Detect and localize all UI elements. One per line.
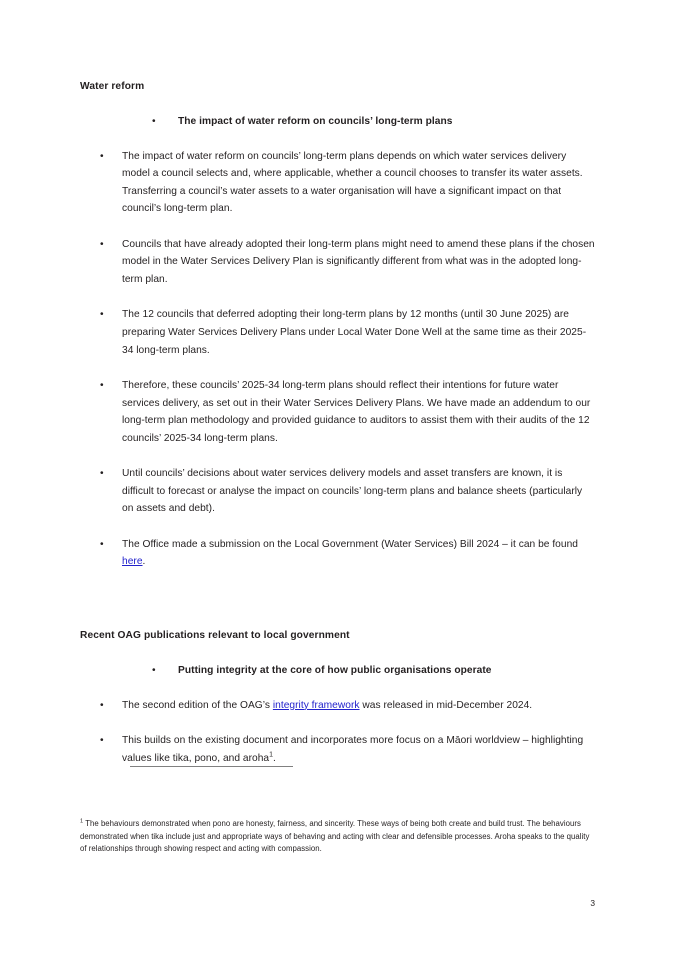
list-item-text: Therefore, these councils’ 2025-34 long-term plans should reflect their intentions for future water services delivery, as set out in their Water Services Delivery Plans. We have made an addendum to our long-term plan methodology and provided guidance to auditors to assist them with their audits of the 12 councils’ 2025-34 long-term plans. [122, 380, 591, 444]
list-item-integrity-framework [80, 697, 596, 715]
list-item [80, 148, 596, 218]
bullet-glyph-icon: • [100, 309, 104, 321]
sub-heading-text: Putting integrity at the core of how public organisations operate [178, 664, 492, 676]
bullet-glyph-icon: • [152, 115, 156, 127]
list-item [80, 377, 596, 447]
section-heading-recent-oag-publications: Recent OAG publications relevant to local government [80, 629, 350, 641]
here-link[interactable]: here [122, 556, 143, 568]
document-body [80, 80, 596, 767]
footnote-text [80, 818, 596, 856]
list-item-text: The impact of water reform on councils’ long-term plans depends on which water services delivery model a council selects and, where applicable, whether a council chooses to transfer its water assets. Transferring a council’s water assets to a water organisation will have a significant impact on that council’s long-term plan. [122, 150, 583, 215]
integrity-framework-link[interactable]: integrity framework [272, 699, 360, 711]
bullet-glyph-icon: • [100, 735, 104, 747]
section-heading-water-reform: Water reform [80, 81, 145, 92]
footnote-number: 1 [80, 818, 84, 825]
maori-text-after-footnote-mark: . [273, 752, 276, 764]
bullet-glyph-icon: • [100, 380, 104, 392]
footnote-separator-rule [130, 766, 293, 767]
maori-text-before-footnote-mark: This builds on the existing document and incorporates more focus on a Māori worldview – highlighting values like tika, pono, and aroha [122, 735, 584, 764]
sub-heading-bullet-water-reform [80, 114, 596, 130]
sub-heading-text: The impact of water reform on councils’ long-term plans [178, 115, 453, 127]
page-number: 3 [590, 898, 595, 908]
bullet-glyph-icon: • [100, 238, 104, 250]
bullet-glyph-icon: • [100, 150, 104, 162]
footnote-body: The behaviours demonstrated when pono are honesty, fairness, and sincerity. These ways of being both create and build trust. The behaviours demonstrated when tika include just and appropriate ways of behaving and acting with clear and defensible processes. Aroha speaks to the quality of relationships through showing respect and acting with compassion. [80, 819, 590, 854]
bullet-glyph-icon: • [100, 538, 104, 550]
list-item-text: Councils that have already adopted their long-term plans might need to amend these plans if the chosen model in the Water Services Delivery Plan is significantly different from what was in the adopted long-term plan. [122, 238, 595, 285]
sub-heading-bullet-integrity [80, 663, 596, 679]
integrity-text-after-link: was released in mid-December 2024. [359, 699, 533, 711]
list-item-maori-worldview [80, 732, 596, 767]
footnote-reference-marker[interactable]: 1 [269, 751, 274, 759]
bullet-glyph-icon: • [152, 664, 156, 676]
list-item [80, 236, 596, 289]
list-item-text [122, 536, 596, 571]
list-item-text: Until councils’ decisions about water services delivery models and asset transfers are known, it is difficult to forecast or analyse the impact on councils’ long-term plans and balance sheets (particularly on assets and debt). [122, 468, 583, 515]
list-item-text [122, 732, 596, 767]
submission-text-after-link: . [142, 556, 146, 568]
list-item [80, 465, 596, 518]
bullet-glyph-icon: • [100, 699, 104, 711]
integrity-text-before-link: The second edition of the OAG’s [122, 699, 273, 711]
list-item-submission [80, 536, 596, 571]
list-item [80, 306, 596, 359]
submission-text-before-link: The Office made a submission on the Local Government (Water Services) Bill 2024 – it can be found [122, 538, 578, 550]
list-item-text: The 12 councils that deferred adopting their long-term plans by 12 months (until 30 June 2025) are preparing Water Services Delivery Plans under Local Water Done Well at the same time as their 2025-34 long-term plans. [122, 309, 587, 356]
list-item-text [122, 697, 596, 715]
bullet-glyph-icon: • [100, 468, 104, 480]
